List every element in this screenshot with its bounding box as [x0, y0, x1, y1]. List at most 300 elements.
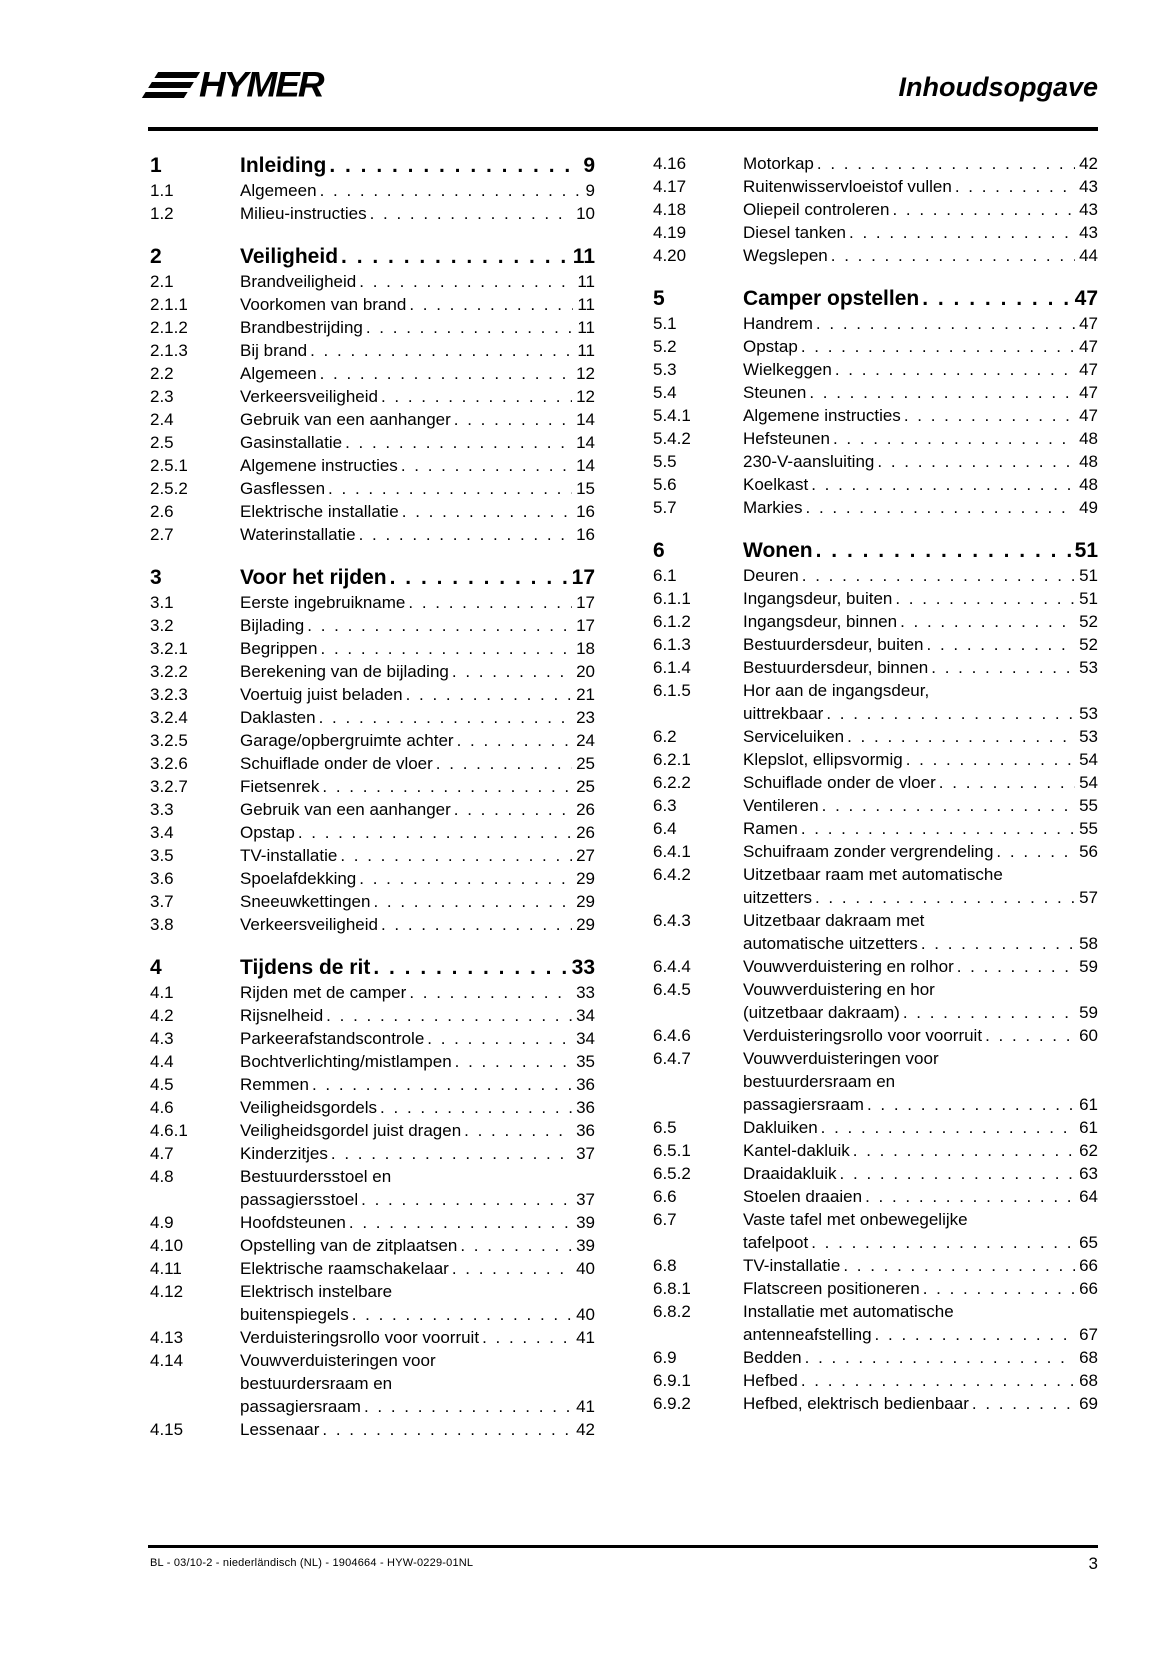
toc-entry-body: [743, 244, 1098, 267]
dot-leader: [403, 683, 573, 706]
toc-entry-body: [743, 175, 1098, 198]
toc-entry-number: 6.5.1: [653, 1141, 691, 1160]
toc-entry-title: Waterinstallatie: [240, 525, 356, 544]
toc-entry-title: Inleiding: [240, 154, 327, 177]
toc-entry-number: 3.5: [150, 846, 174, 865]
toc-entry: [653, 496, 1098, 519]
dot-leader: [424, 1027, 572, 1050]
toc-entry: [653, 1300, 1098, 1346]
toc-entry-number: 4.19: [653, 223, 687, 242]
toc-entry-page: 59: [1079, 957, 1098, 976]
toc-entry-number: 4.9: [150, 1213, 174, 1232]
toc-entry-title: Opstelling van de zitplaatsen: [240, 1236, 458, 1255]
dot-leader: [304, 614, 572, 637]
toc-entry-body: [743, 427, 1098, 450]
toc-entry-last-line: [240, 477, 595, 500]
toc-entry-last-line: [240, 591, 595, 614]
toc-entry-last-line: [240, 408, 595, 431]
toc-entry: [653, 840, 1098, 863]
toc-entry: [653, 1277, 1098, 1300]
toc-entry: [150, 339, 595, 362]
toc-entry-title: Bochtverlichting/mistlampen: [240, 1052, 452, 1071]
toc-entry: [150, 500, 595, 523]
toc-entry-body: [240, 981, 595, 1004]
toc-entry-last-line: [743, 1346, 1098, 1369]
toc-entry-number: 3.1: [150, 593, 174, 612]
toc-entry-title: Hoofdsteunen: [240, 1213, 346, 1232]
dot-leader: [952, 175, 1075, 198]
toc-entry-title: Voorkomen van brand: [240, 295, 407, 314]
toc-entry: [653, 610, 1098, 633]
toc-entry-title: Ventileren: [743, 796, 819, 815]
toc-entry-body: [240, 293, 595, 316]
toc-entry-body: [240, 591, 595, 614]
dot-leader: [367, 202, 572, 225]
dot-leader: [808, 1231, 1075, 1254]
toc-entry-last-line: [240, 954, 595, 981]
toc-entry-number: 1.2: [150, 204, 174, 223]
toc-entry-last-line: [240, 564, 595, 591]
toc-entry: [150, 293, 595, 316]
toc-entry-body: [240, 706, 595, 729]
toc-entry-page: 36: [576, 1121, 595, 1140]
toc-entry-number: 6.4.6: [653, 1026, 691, 1045]
toc-entry-number: 3.2.7: [150, 777, 188, 796]
toc-entry-body: [743, 955, 1098, 978]
toc-entry-page: 49: [1079, 498, 1098, 517]
toc-entry-page: 29: [576, 915, 595, 934]
toc-entry-page: 47: [1079, 314, 1098, 333]
toc-entry-body: [240, 1280, 595, 1326]
toc-entry-page: 63: [1079, 1164, 1098, 1183]
toc-section-heading: [653, 285, 1098, 312]
toc-entry-title: Verduisteringsrollo voor voorruit: [743, 1026, 983, 1045]
toc-entry: [150, 523, 595, 546]
toc-entry-page: 27: [576, 846, 595, 865]
toc-entry-title-line: bestuurdersraam en: [743, 1072, 896, 1091]
toc-entry-title: automatische uitzetters: [743, 934, 918, 953]
toc-entry-page: 17: [576, 593, 595, 612]
toc-entry-body: [240, 614, 595, 637]
toc-entry-page: 40: [576, 1305, 595, 1324]
toc-entry-number: 4.6: [150, 1098, 174, 1117]
toc-entry-number: 1: [150, 154, 162, 177]
toc-entry-last-line: [743, 1116, 1098, 1139]
toc-entry-title: Markies: [743, 498, 803, 517]
toc-entry-number: 4.16: [653, 154, 687, 173]
toc-entry-title: Schuiflade onder de vloer: [743, 773, 936, 792]
toc-entry-last-line: [743, 725, 1098, 748]
toc-entry-number: 5.4: [653, 383, 677, 402]
toc-column-right: [653, 152, 1098, 1441]
dot-leader: [850, 1139, 1075, 1162]
toc-entry-number: 3.3: [150, 800, 174, 819]
dot-leader: [405, 591, 572, 614]
toc-entry-page: 40: [576, 1259, 595, 1278]
toc-entry-number: 6: [653, 539, 665, 562]
toc-entry-page: 16: [576, 502, 595, 521]
toc-entry-last-line: [743, 152, 1098, 175]
toc-entry-last-line: [743, 404, 1098, 427]
toc-entry-body: [743, 610, 1098, 633]
dot-leader: [451, 408, 572, 431]
dot-leader: [309, 1073, 572, 1096]
toc-entry-page: 47: [1079, 337, 1098, 356]
toc-entry-number: 5: [653, 287, 665, 310]
toc-entry-title: Wonen: [743, 539, 813, 562]
dot-leader: [920, 1277, 1075, 1300]
toc-entry-title: Klepslot, ellipsvormig: [743, 750, 903, 769]
toc-entry-title: Opstap: [743, 337, 798, 356]
toc-entry-page: 58: [1079, 934, 1098, 953]
toc-entry-title: Parkeerafstandscontrole: [240, 1029, 425, 1048]
toc-entry-title: passagiersraam: [240, 1397, 361, 1416]
toc-entry: [653, 358, 1098, 381]
toc-entry-title-line: Vaste tafel met onbewegelijke: [743, 1210, 968, 1229]
toc-section-heading: [150, 954, 595, 981]
toc-entry-body: [240, 385, 595, 408]
toc-entry-page: 60: [1079, 1026, 1098, 1045]
toc-entry-body: [743, 1185, 1098, 1208]
toc-entry-title: Elektrische raamschakelaar: [240, 1259, 449, 1278]
toc-entry-title: Bijlading: [240, 616, 305, 635]
toc-entry-title: Bedden: [743, 1348, 802, 1367]
dot-leader: [901, 404, 1075, 427]
toc-entry-page: 29: [576, 869, 595, 888]
toc-entry-number: 6.4: [653, 819, 677, 838]
toc-entry: [150, 1165, 595, 1211]
toc-entry-number: 6.4.4: [653, 957, 691, 976]
dot-leader: [406, 293, 573, 316]
toc-entry-page: 53: [1079, 658, 1098, 677]
toc-entry-page: 55: [1079, 819, 1098, 838]
toc-entry-number: 6.2.2: [653, 773, 691, 792]
toc-entry-last-line: [743, 1369, 1098, 1392]
toc-entry-last-line: [743, 633, 1098, 656]
toc-entry-number: 6.6: [653, 1187, 677, 1206]
toc-entry-last-line: [743, 1254, 1098, 1277]
toc-entry-title: buitenspiegels: [240, 1305, 349, 1324]
toc-entry-last-line: [743, 221, 1098, 244]
toc-entry-body: [240, 1119, 595, 1142]
toc-entry-body: [743, 1277, 1098, 1300]
toc-entry-body: [743, 909, 1098, 955]
toc-entry-last-line: [240, 775, 595, 798]
toc-entry: [150, 913, 595, 936]
toc-entry-last-line: [743, 1392, 1098, 1415]
toc-entry-body: [240, 477, 595, 500]
dot-leader: [295, 821, 572, 844]
toc-entry-title: (uitzetbaar dakraam): [743, 1003, 900, 1022]
toc-entry-last-line: [743, 1024, 1098, 1047]
toc-entry: [653, 564, 1098, 587]
toc-entry-last-line: [743, 335, 1098, 358]
toc-entry: [653, 1116, 1098, 1139]
toc-entry-title: TV-installatie: [743, 1256, 841, 1275]
toc-entry-title: Kinderzitjes: [240, 1144, 328, 1163]
toc-entry-number: 4.1: [150, 983, 174, 1002]
dot-leader: [356, 523, 572, 546]
toc-entry-last-line: [240, 243, 595, 270]
toc-entry-number: 2.1: [150, 272, 174, 291]
toc-section-heading: [150, 564, 595, 591]
toc-entry-number: 2: [150, 245, 162, 268]
toc-entry-title: 230-V-aansluiting: [743, 452, 875, 471]
toc-entry: [150, 1004, 595, 1027]
toc-entry-body: [240, 1027, 595, 1050]
toc-entry-page: 68: [1079, 1348, 1098, 1367]
toc-entry-page: 65: [1079, 1233, 1098, 1252]
toc-entry-body: [240, 913, 595, 936]
toc-entry-body: [240, 1142, 595, 1165]
toc-entry: [653, 1185, 1098, 1208]
toc-entry-title: Vouwverduistering en rolhor: [743, 957, 954, 976]
toc-entry-number: 1.1: [150, 181, 174, 200]
toc-entry-last-line: [743, 771, 1098, 794]
toc-entry: [150, 1257, 595, 1280]
toc-entry-title: Motorkap: [743, 154, 814, 173]
toc-entry-title: Verkeersveiligheid: [240, 387, 378, 406]
toc-entry-page: 21: [576, 685, 595, 704]
toc-column-left: [150, 152, 595, 1441]
toc-entry-number: 2.4: [150, 410, 174, 429]
toc-entry-page: 47: [1074, 287, 1098, 310]
toc-entry-page: 35: [576, 1052, 595, 1071]
toc-entry-title: TV-installatie: [240, 846, 338, 865]
toc-entry-body: [240, 564, 595, 591]
toc-entry-page: 48: [1079, 475, 1098, 494]
toc-entry: [150, 1211, 595, 1234]
dot-leader: [318, 637, 573, 660]
toc-entry-body: [240, 752, 595, 775]
toc-entry-page: 17: [576, 616, 595, 635]
toc-entry: [653, 817, 1098, 840]
toc-entry-number: 4.10: [150, 1236, 184, 1255]
toc-entry-body: [743, 863, 1098, 909]
dot-leader: [862, 1185, 1075, 1208]
toc-entry-title-line: Bestuurdersstoel en: [240, 1167, 392, 1186]
toc-entry-number: 4.8: [150, 1167, 174, 1186]
toc-entry-body: [743, 587, 1098, 610]
toc-entry-page: 25: [576, 754, 595, 773]
toc-entry-number: 6.1: [653, 566, 677, 585]
toc-entry-title: Ruitenwisservloeistof vullen: [743, 177, 952, 196]
dot-leader: [457, 1234, 572, 1257]
toc-entry-number: 5.3: [653, 360, 677, 379]
toc-entry-number: 3.2.4: [150, 708, 188, 727]
toc-entry-last-line: [743, 473, 1098, 496]
toc-entry-body: [240, 202, 595, 225]
toc-entry: [150, 1027, 595, 1050]
toc-entry-title: Kantel-dakluik: [743, 1141, 850, 1160]
toc-entry-last-line: [240, 1188, 595, 1211]
toc-entry: [150, 477, 595, 500]
toc-entry-title: Gebruik van een aanhanger: [240, 410, 451, 429]
dot-leader: [892, 587, 1075, 610]
toc-entry-number: 6.8.1: [653, 1279, 691, 1298]
toc-entry-number: 6.5: [653, 1118, 677, 1137]
toc-entry-number: 2.1.3: [150, 341, 188, 360]
toc-entry-body: [743, 1346, 1098, 1369]
toc-entry-number: 3.2.6: [150, 754, 188, 773]
toc-entry-title: Algemene instructies: [743, 406, 901, 425]
toc-entry-title: Lessenaar: [240, 1420, 320, 1439]
imprint-text: BL - 03/10-2 - niederländisch (NL) - 1904664 - HYW-0229-01NL: [150, 1557, 474, 1569]
toc-entry-body: [743, 1369, 1098, 1392]
toc-entry-last-line: [240, 1073, 595, 1096]
toc-entry-number: 3.2: [150, 616, 174, 635]
toc-entry-last-line: [743, 932, 1098, 955]
toc-entry-body: [743, 1047, 1098, 1116]
toc-entry: [653, 244, 1098, 267]
dot-leader: [808, 473, 1075, 496]
toc-entry-last-line: [240, 179, 595, 202]
toc-entry-title: Spoelafdekking: [240, 869, 357, 888]
toc-entry-title: Daklasten: [240, 708, 316, 727]
toc-entry-body: [240, 821, 595, 844]
toc-entry-last-line: [743, 564, 1098, 587]
toc-entry-last-line: [240, 1211, 595, 1234]
toc-entry-body: [240, 844, 595, 867]
logo-text: HYMER: [199, 64, 323, 105]
toc-entry-number: 6.8: [653, 1256, 677, 1275]
toc-entry: [653, 656, 1098, 679]
toc-entry-body: [240, 683, 595, 706]
toc-entry-number: 3.2.2: [150, 662, 188, 681]
toc-entry-number: 4: [150, 956, 162, 979]
toc-entry: [653, 978, 1098, 1024]
toc-entry-last-line: [743, 702, 1098, 725]
toc-entry-page: 10: [576, 204, 595, 223]
toc-entry-last-line: [743, 1139, 1098, 1162]
toc-entry-title: Voor het rijden: [240, 566, 387, 589]
toc-entry-last-line: [240, 614, 595, 637]
toc-entry: [653, 1208, 1098, 1254]
dot-leader: [819, 794, 1075, 817]
dot-leader: [406, 981, 572, 1004]
dot-leader: [830, 427, 1075, 450]
toc-entry-page: 23: [576, 708, 595, 727]
toc-entry-number: 4.4: [150, 1052, 174, 1071]
toc-entry-page: 43: [1079, 200, 1098, 219]
toc-entry-page: 61: [1079, 1118, 1098, 1137]
dot-leader: [936, 771, 1075, 794]
toc-entry-page: 11: [572, 245, 595, 268]
toc-entry-number: 2.5: [150, 433, 174, 452]
toc-entry-number: 6.1.4: [653, 658, 691, 677]
toc-entry-title: Voertuig juist beladen: [240, 685, 403, 704]
toc-entry-last-line: [240, 821, 595, 844]
toc-entry-last-line: [743, 840, 1098, 863]
toc-entry-number: 3.8: [150, 915, 174, 934]
toc-entry-page: 11: [577, 272, 595, 291]
toc-entry-title: Schuiflade onder de vloer: [240, 754, 433, 773]
dot-leader: [378, 913, 572, 936]
toc-entry-title: Rijden met de camper: [240, 983, 407, 1002]
toc-entry-body: [240, 867, 595, 890]
toc-entry: [150, 752, 595, 775]
toc-entry-title: Veiligheid: [240, 245, 339, 268]
toc-entry-number: 6.4.5: [653, 980, 691, 999]
dot-leader: [798, 1369, 1075, 1392]
toc-entry-body: [743, 1139, 1098, 1162]
toc-entry-body: [743, 725, 1098, 748]
toc-entry-title-line: Hor aan de ingangsdeur,: [743, 681, 930, 700]
toc-entry-number: 4.14: [150, 1351, 184, 1370]
toc-entry-page: 15: [576, 479, 595, 498]
toc-entry-title: Begrippen: [240, 639, 318, 658]
toc-entry-last-line: [743, 886, 1098, 909]
toc-entry-body: [240, 1050, 595, 1073]
dot-leader: [317, 362, 573, 385]
toc-entry-last-line: [240, 1096, 595, 1119]
toc-entry-page: 14: [576, 456, 595, 475]
toc-entry-last-line: [240, 660, 595, 683]
toc-entry-body: [743, 473, 1098, 496]
toc-entry-page: 39: [576, 1213, 595, 1232]
toc-entry-number: 4.13: [150, 1328, 184, 1347]
toc-entry-page: 41: [576, 1328, 595, 1347]
toc-entry-last-line: [240, 637, 595, 660]
toc-entry: [150, 1119, 595, 1142]
toc-entry-page: 52: [1079, 612, 1098, 631]
toc-entry-title: Verduisteringsrollo voor voorruit: [240, 1328, 480, 1347]
toc-entry-title: Flatscreen positioneren: [743, 1279, 920, 1298]
dot-leader: [317, 179, 582, 202]
toc-entry-number: 6.2.1: [653, 750, 691, 769]
toc-entry-last-line: [240, 1004, 595, 1027]
dot-leader: [889, 198, 1075, 221]
dot-leader: [818, 1116, 1075, 1139]
toc-entry-last-line: [240, 362, 595, 385]
toc-entry-body: [743, 1116, 1098, 1139]
toc-entry: [653, 1254, 1098, 1277]
toc-entry-title-line: Installatie met automatische: [743, 1302, 954, 1321]
toc-entry-number: 4.11: [150, 1259, 182, 1278]
dot-leader: [813, 312, 1075, 335]
toc-entry-page: 34: [576, 1006, 595, 1025]
toc-entry-page: 66: [1079, 1279, 1098, 1298]
toc-entry-page: 47: [1079, 406, 1098, 425]
toc-entry-body: [743, 285, 1098, 312]
toc-entry-last-line: [743, 955, 1098, 978]
dot-leader: [919, 285, 1070, 312]
toc-entry-body: [240, 637, 595, 660]
toc-entry-body: [743, 656, 1098, 679]
toc-entry-page: 55: [1079, 796, 1098, 815]
toc-entry: [653, 450, 1098, 473]
toc-entry-last-line: [743, 285, 1098, 312]
toc-entry-last-line: [240, 293, 595, 316]
toc-entry: [653, 381, 1098, 404]
toc-entry-body: [743, 1300, 1098, 1346]
toc-entry: [150, 981, 595, 1004]
toc-entry-last-line: [743, 1185, 1098, 1208]
dot-leader: [346, 1211, 572, 1234]
toc-entry-last-line: [240, 1326, 595, 1349]
toc-entry-title: Serviceluiken: [743, 727, 845, 746]
toc-entry-title: Handrem: [743, 314, 813, 333]
toc-entry: [150, 431, 595, 454]
dot-leader: [338, 243, 569, 270]
toc-entry-body: [240, 1004, 595, 1027]
toc-entry: [653, 335, 1098, 358]
toc-entry-title: Tijdens de rit: [240, 956, 371, 979]
toc-entry-last-line: [743, 1162, 1098, 1185]
toc-entry-page: 25: [576, 777, 595, 796]
toc-entry: [150, 821, 595, 844]
toc-entry-body: [240, 660, 595, 683]
